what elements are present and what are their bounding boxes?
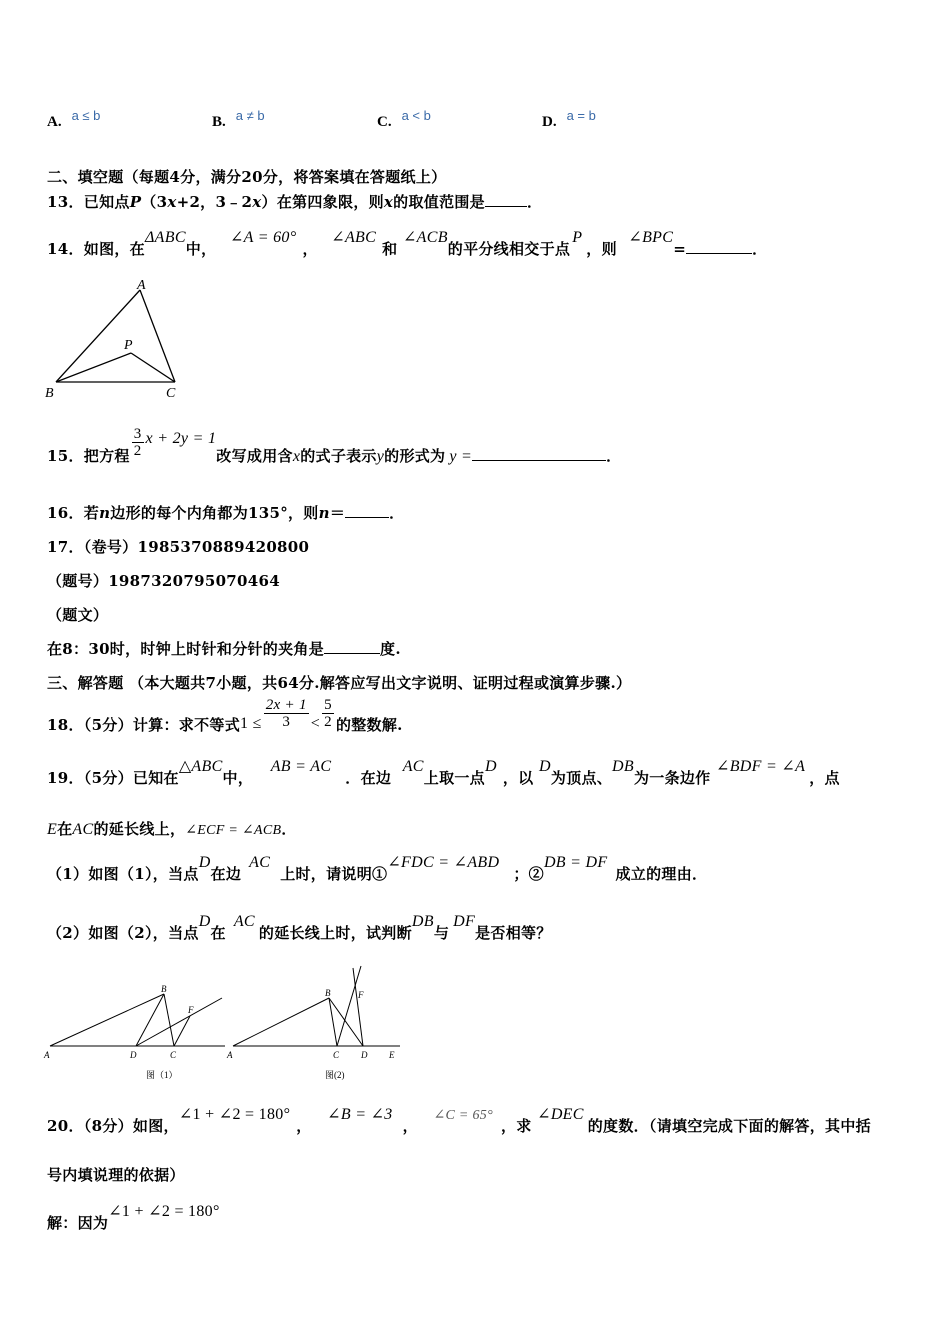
option-c: C. a < b bbox=[377, 108, 431, 130]
question-20-line2: 号内填说理的依据） bbox=[47, 1166, 185, 1184]
vertex-b: B bbox=[45, 386, 54, 401]
question-18: 18．（5分）计算：求不等式1 ≤ $\frac{2x + 1}{3}$ < $\frac{5}{2}$ 的整数解. bbox=[47, 697, 403, 734]
fig2-a: A bbox=[227, 1050, 233, 1060]
question-17-label: （题文） bbox=[47, 606, 109, 624]
fig1-a: A bbox=[44, 1050, 50, 1060]
question-14: 14．如图，在ΔABC中， ∠A = 60°， ∠ABC和 ∠ACB的平分线相交于点P，则 ∠BPC= ． bbox=[47, 229, 768, 258]
question-13: 13．已知点P（3x+2，3﹣2x）在第四象限，则x的取值范围是 ． bbox=[47, 193, 543, 211]
fig1-b: B bbox=[161, 984, 167, 994]
question-17-volume: 17．（卷号）1985370889420800 bbox=[47, 538, 310, 556]
question-19-line1: 19．（5分）已知在△ABC中， AB = AC．在边 AC上取一点D，以 D为顶点、DB为一条边作 ∠BDF = ∠A，点 bbox=[47, 758, 840, 787]
question-17-number: （题号）1987320795070464 bbox=[47, 572, 280, 590]
question-20-line1: 20．（8分）如图，∠1 + ∠2 = 180°， ∠B = ∠3， ∠C = 65°，求 ∠DEC的度数．（请填空完成下面的解答，其中括 bbox=[47, 1106, 871, 1135]
question-20-solution: 解：因为∠1 + ∠2 = 180° bbox=[47, 1203, 220, 1232]
triangle-figure bbox=[40, 275, 190, 405]
fig2-caption: 图(2) bbox=[325, 1070, 345, 1080]
fig2-b: B bbox=[325, 988, 331, 998]
figure-2 bbox=[225, 962, 415, 1087]
question-19-part1: （1）如图（1），当点D在边AC上时，请说明①∠FDC = ∠ABD；②DB = DF成立的理由． bbox=[47, 854, 708, 883]
question-17-text: 在8：30时，时钟上时针和分针的夹角是 度. bbox=[47, 640, 401, 658]
fig2-c: C bbox=[333, 1050, 340, 1060]
fig1-caption: 图（1） bbox=[146, 1070, 178, 1080]
option-a: A. a ≤ b bbox=[47, 108, 101, 130]
figure-1 bbox=[40, 982, 230, 1087]
point-p: P bbox=[124, 338, 133, 353]
option-b: B. a ≠ b bbox=[212, 108, 265, 130]
question-15: 15．把方程 $\frac{3}{2}$ x + 2y = 1改写成用含x的式子表示y的形式为 y = ． bbox=[47, 426, 622, 465]
fig1-c: C bbox=[170, 1050, 177, 1060]
vertex-a: A bbox=[137, 278, 146, 293]
question-19-line2: E在AC的延长线上，∠ECF = ∠ACB． bbox=[47, 820, 297, 838]
section-3-heading: 三、解答题 （本大题共7小题，共64分.解答应写出文字说明、证明过程或演算步骤.） bbox=[47, 674, 632, 692]
vertex-c: C bbox=[166, 386, 176, 401]
fig2-d: D bbox=[361, 1050, 368, 1060]
fig1-d: D bbox=[130, 1050, 137, 1060]
fig2-e: E bbox=[389, 1050, 395, 1060]
option-d: D. a = b bbox=[542, 108, 596, 130]
section-2-heading: 二、填空题（每题4分，满分20分，将答案填在答题纸上） bbox=[47, 168, 447, 186]
question-19-part2: （2）如图（2），当点D在AC的延长线上时，试判断DB与DF是否相等？ bbox=[47, 913, 552, 942]
fig1-f: F bbox=[188, 1005, 194, 1015]
question-16: 16．若n边形的每个内角都为135°，则n＝ ． bbox=[47, 504, 405, 522]
fig2-f: F bbox=[358, 990, 364, 1000]
